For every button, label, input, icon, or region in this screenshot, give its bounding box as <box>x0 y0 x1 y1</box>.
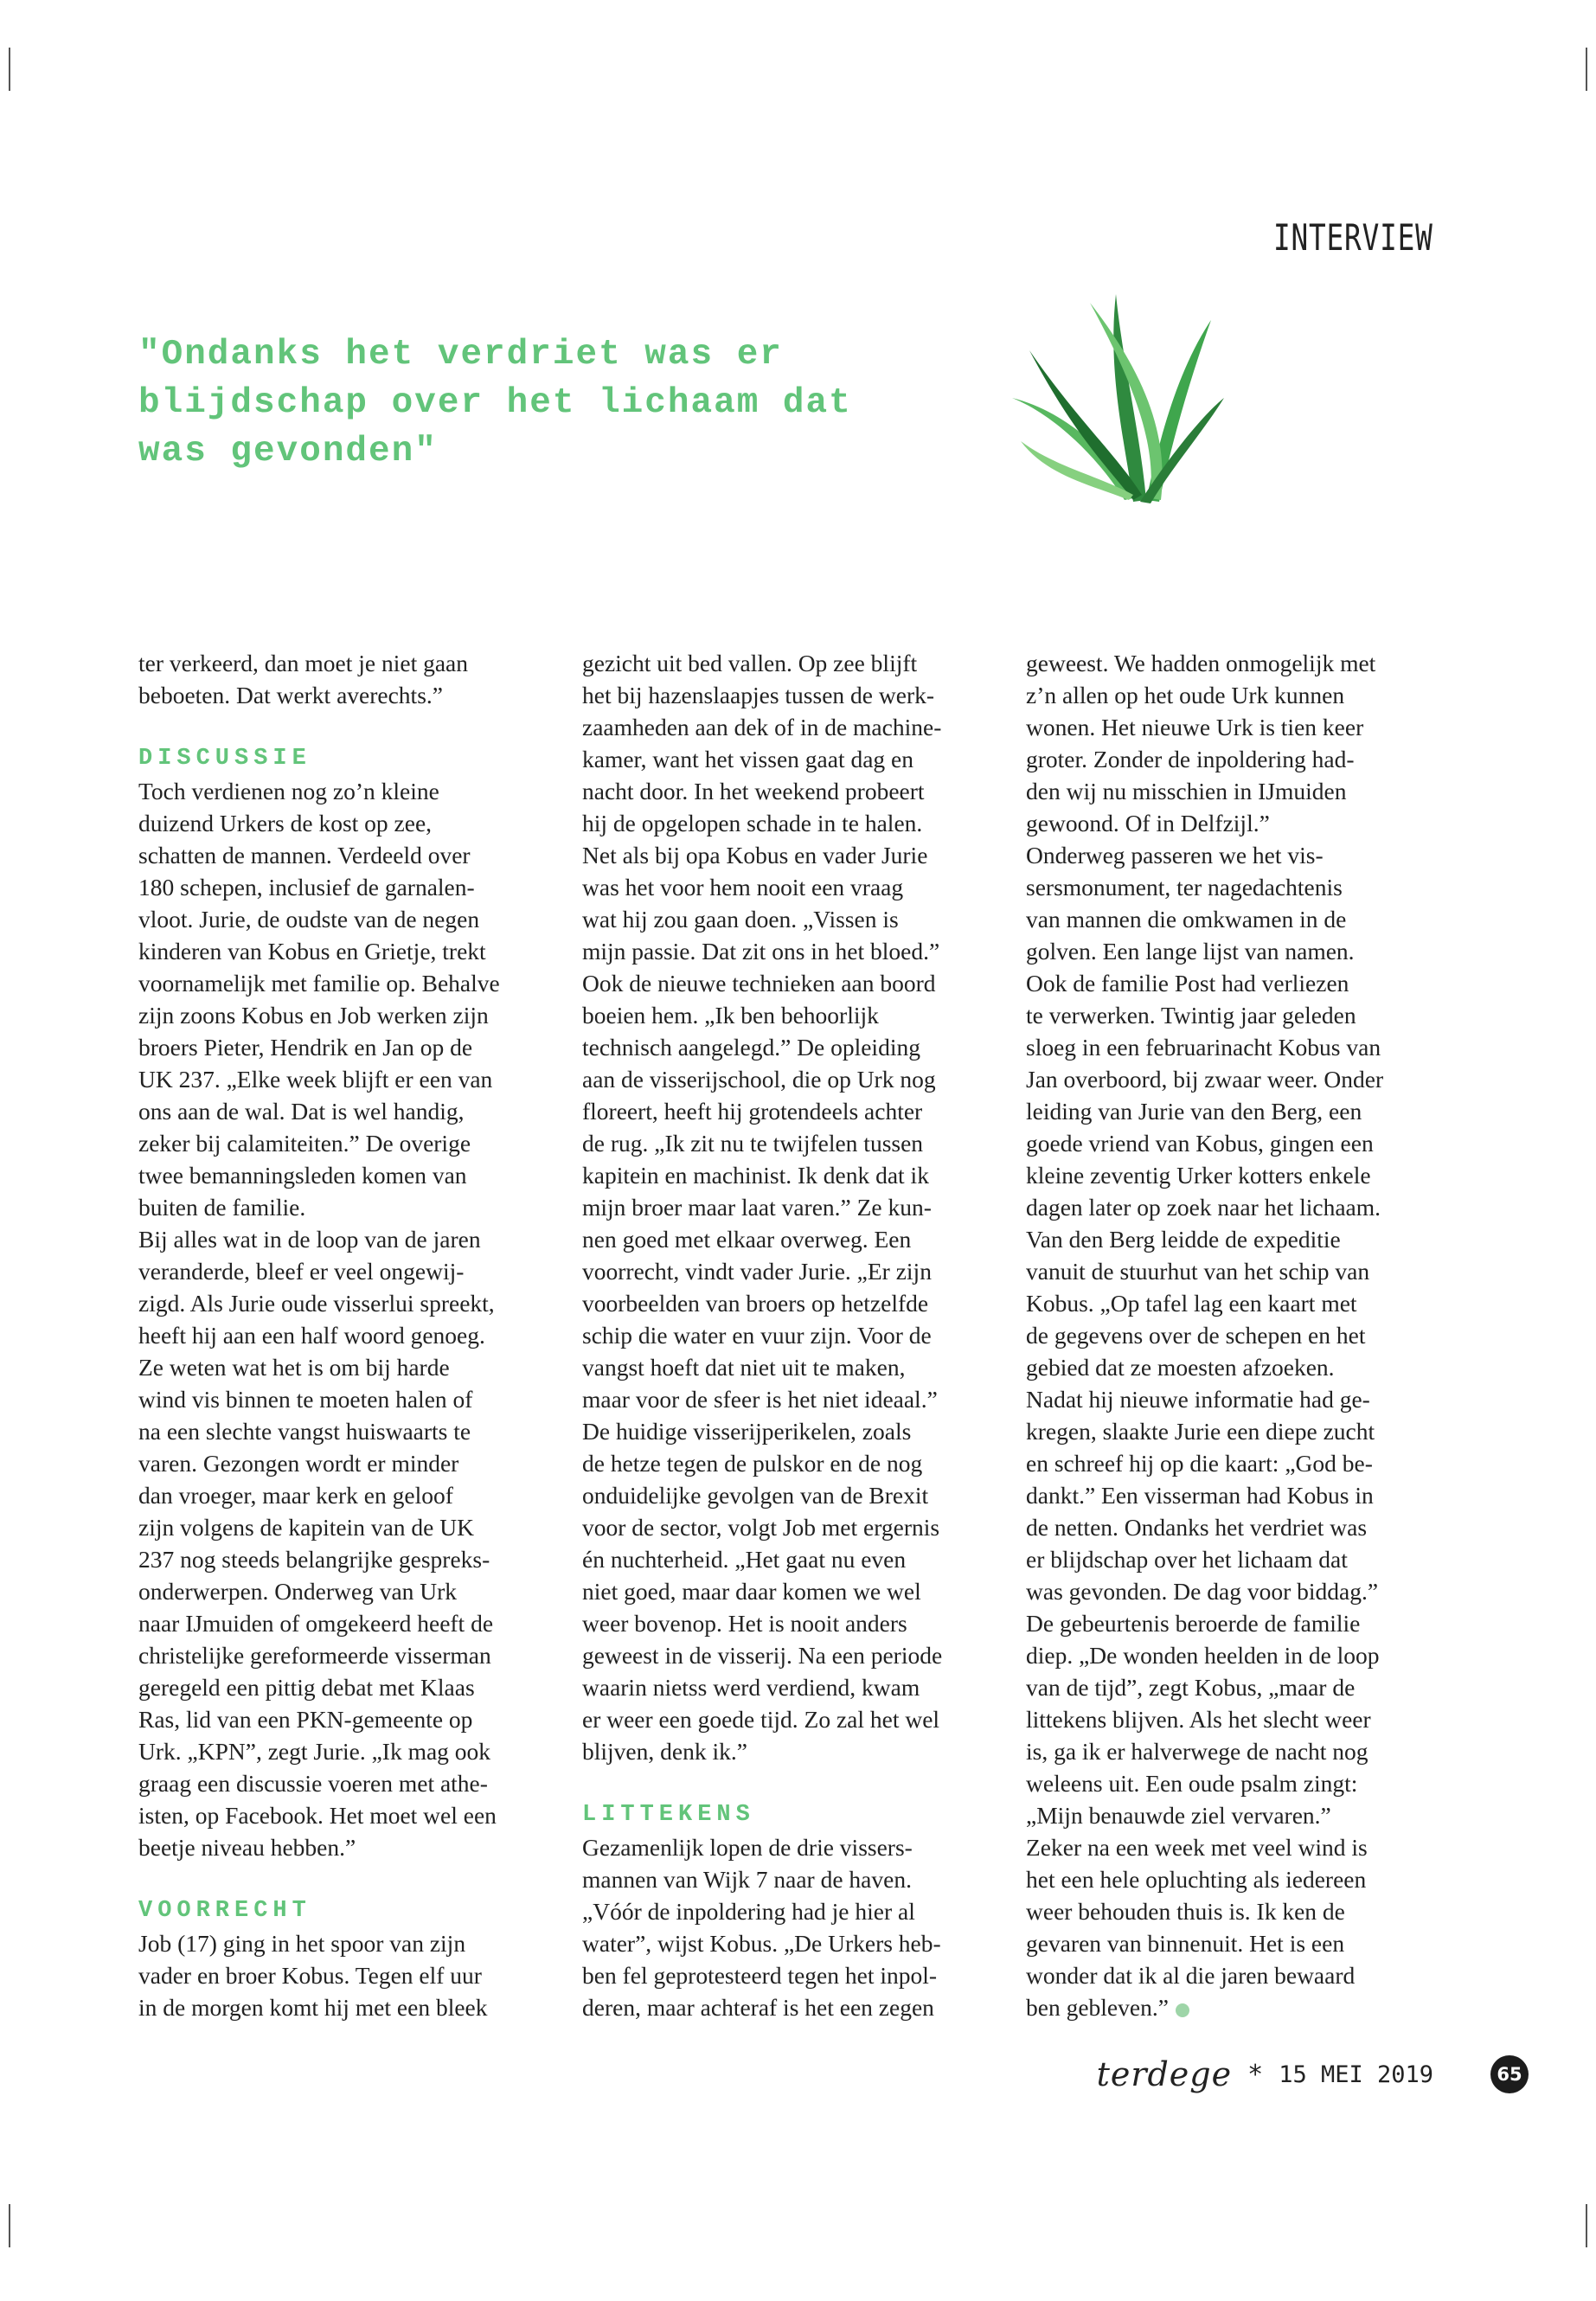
text-line: kamer, want het vissen gaat dag en <box>582 746 913 772</box>
page-footer <box>1097 2055 1433 2093</box>
text-line: De huidige visserijperikelen, zoals <box>582 1418 912 1445</box>
crop-mark-top-left <box>9 48 10 91</box>
text-line: duizend Urkers de kost op zee, <box>138 810 433 836</box>
text-line: kapitein en machinist. Ik denk dat ik <box>582 1162 929 1189</box>
text-line: goede vriend van Kobus, gingen een <box>1026 1130 1374 1157</box>
text-line: na een slechte vangst huiswaarts te <box>138 1418 471 1445</box>
text-line: geweest in de visserij. Na een periode <box>582 1642 943 1669</box>
text-line: wonder dat ik al die jaren bewaard <box>1026 1962 1356 1989</box>
text-line: gevaren van binnenuit. Het is een <box>1026 1930 1345 1957</box>
text-line: mijn broer maar laat varen.” Ze kun- <box>582 1194 932 1221</box>
text-line: mannen van Wijk 7 naar de haven. <box>582 1866 912 1893</box>
text-line: graag een discussie voeren met athe- <box>138 1770 488 1797</box>
text-line: zijn volgens de kapitein van de UK <box>138 1514 474 1541</box>
subhead-voorrecht: VOORRECHT <box>138 1898 311 1924</box>
text-line: mijn passie. Dat zit ons in het bloed.” <box>582 938 940 965</box>
text-line: Kobus. „Op tafel lag een kaart met <box>1026 1290 1357 1317</box>
text-line: wat hij zou gaan doen. „Vissen is <box>582 906 899 933</box>
text-line: christelijke gereformeerde visserman <box>138 1642 491 1669</box>
text-line: er weer een goede tijd. Zo zal het wel <box>582 1706 940 1733</box>
text-line: golven. Een lange lijst van namen. <box>1026 938 1355 965</box>
article-column-3 <box>1026 647 1458 2023</box>
text-line: Gezamenlijk lopen de drie vissers- <box>582 1834 913 1861</box>
text-line: het bij hazenslaapjes tussen de werk- <box>582 682 935 708</box>
text-line: van mannen die omkwamen in de <box>1026 906 1347 933</box>
text-line: varen. Gezongen wordt er minder <box>138 1450 459 1477</box>
text-line: voornamelijk met familie op. Behalve <box>138 970 500 997</box>
text-line: geregeld een pittig debat met Klaas <box>138 1674 475 1701</box>
text-line: Jan overboord, bij zwaar weer. Onder <box>1026 1066 1384 1093</box>
text-line: onderwerpen. Onderweg van Urk <box>138 1578 458 1605</box>
text-line: dankt.” Een visserman had Kobus in <box>1026 1482 1374 1509</box>
text-line: maar voor de sfeer is het niet ideaal.” <box>582 1386 938 1413</box>
text-line: gezicht uit bed vallen. Op zee blijft <box>582 650 918 676</box>
text-line: Nadat hij nieuwe informatie had ge- <box>1026 1386 1370 1413</box>
text-line: vader en broer Kobus. Tegen elf uur <box>138 1962 482 1989</box>
text-line: nacht door. In het weekend probeert <box>582 778 925 804</box>
text-line: aan de visserijschool, die op Urk nog <box>582 1066 936 1093</box>
text-line: leiding van Jurie van den Berg, een <box>1026 1098 1362 1125</box>
text-line: en schreef hij op die kaart: „God be- <box>1026 1450 1373 1477</box>
pull-quote-line: "Ondanks het verdriet was er <box>138 335 783 375</box>
text-line: heeft hij aan een half woord genoeg. <box>138 1322 485 1349</box>
article-column-2 <box>582 647 1015 2023</box>
text-line: schatten de mannen. Verdeeld over <box>138 842 471 868</box>
text-line: Bij alles wat in de loop van de jaren <box>138 1226 481 1253</box>
text-line: schip die water en vuur zijn. Voor de <box>582 1322 932 1349</box>
issue-date: 15 MEI 2019 <box>1279 2061 1433 2088</box>
text-line: vanuit de stuurhut van het schip van <box>1026 1258 1370 1285</box>
text-line: broers Pieter, Hendrik en Jan op de <box>138 1034 473 1061</box>
text-line: te verwerken. Twintig jaar geleden <box>1026 1002 1356 1029</box>
text-line: twee bemanningsleden komen van <box>138 1162 467 1189</box>
text-line: voorrecht, vindt vader Jurie. „Er zijn <box>582 1258 932 1285</box>
text-line: technisch aangelegd.” De opleiding <box>582 1034 920 1061</box>
crop-mark-top-right <box>1586 48 1587 91</box>
crop-mark-bottom-left <box>9 2204 10 2247</box>
text-line: veranderde, bleef er veel ongewij- <box>138 1258 465 1285</box>
text-line: floreert, heeft hij grotendeels achter <box>582 1098 923 1125</box>
text-line: het een hele opluchting als iedereen <box>1026 1866 1367 1893</box>
text-line: z’n allen op het oude Urk kunnen <box>1026 682 1345 708</box>
text-line: er blijdschap over het lichaam dat <box>1026 1546 1348 1573</box>
text-line: van de tijd”, zegt Kobus, „maar de <box>1026 1674 1356 1701</box>
text-line: wonen. Het nieuwe Urk is tien keer <box>1026 714 1364 740</box>
text-line: zijn zoons Kobus en Job werken zijn <box>138 1002 489 1029</box>
text-line: ter verkeerd, dan moet je niet gaan <box>138 650 468 676</box>
pull-quote-line: blijdschap over het lichaam dat <box>138 383 852 423</box>
text-line: 237 nog steeds belangrijke gespreks- <box>138 1546 490 1573</box>
text-line: in de morgen komt hij met een bleek <box>138 1994 488 2021</box>
text-line: kregen, slaakte Jurie een diepe zucht <box>1026 1418 1375 1445</box>
text-line: ben fel geprotesteerd tegen het inpol- <box>582 1962 938 1989</box>
text-line: Ook de nieuwe technieken aan boord <box>582 970 936 997</box>
text-line: sersmonument, ter nagedachtenis <box>1026 874 1343 901</box>
magazine-brand: terdege <box>1096 2055 1233 2093</box>
text-line: Van den Berg leidde de expeditie <box>1026 1226 1341 1253</box>
text-line: weer behouden thuis is. Ik ken de <box>1026 1898 1345 1925</box>
text-line: deren, maar achteraf is het een zegen <box>582 1994 934 2021</box>
text-line: littekens blijven. Als het slecht weer <box>1026 1706 1371 1733</box>
text-line: de hetze tegen de pulskor en de nog <box>582 1450 923 1477</box>
text-line: waarin nietss werd verdiend, kwam <box>582 1674 920 1701</box>
text-line: de rug. „Ik zit nu te twijfelen tussen <box>582 1130 924 1157</box>
crop-mark-bottom-right <box>1586 2204 1587 2247</box>
text-line: was gevonden. De dag voor biddag.” <box>1026 1578 1379 1605</box>
seaweed-illustration <box>1003 268 1228 510</box>
text-line: naar IJmuiden of omgekeerd heeft de <box>138 1610 494 1637</box>
text-line: dan vroeger, maar kerk en geloof <box>138 1482 453 1509</box>
text-line: én nuchterheid. „Het gaat nu even <box>582 1546 907 1573</box>
text-line: water”, wijst Kobus. „De Urkers heb- <box>582 1930 941 1957</box>
article-column-1 <box>138 647 571 2023</box>
text-line: wind vis binnen te moeten halen of <box>138 1386 473 1413</box>
text-line: isten, op Facebook. Het moet wel een <box>138 1802 497 1829</box>
text-line: den wij nu misschien in IJmuiden <box>1026 778 1347 804</box>
text-line: Net als bij opa Kobus en vader Jurie <box>582 842 928 868</box>
text-line: nen goed met elkaar overweg. Een <box>582 1226 912 1253</box>
text-line: vloot. Jurie, de oudste van de negen <box>138 906 480 933</box>
text-line: UK 237. „Elke week blijft er een van <box>138 1066 493 1093</box>
text-line: voorbeelden van broers op hetzelfde <box>582 1290 929 1317</box>
text-line: Job (17) ging in het spoor van zijn <box>138 1930 466 1957</box>
pull-quote <box>138 330 917 476</box>
text-line: was het voor hem nooit een vraag <box>582 874 904 901</box>
text-line: beboeten. Dat werkt averechts.” <box>138 682 443 708</box>
text-line: zeker bij calamiteiten.” De overige <box>138 1130 471 1157</box>
text-line: Onderweg passeren we het vis- <box>1026 842 1324 868</box>
text-line: „Mijn benauwde ziel vervaren.” <box>1026 1802 1331 1829</box>
text-line: onduidelijke gevolgen van de Brexit <box>582 1482 929 1509</box>
subhead-discussie: DISCUSSIE <box>138 746 311 772</box>
text-line: kleine zeventig Urker kotters enkele <box>1026 1162 1371 1189</box>
text-line: ons aan de wal. Dat is wel handig, <box>138 1098 465 1125</box>
end-mark-icon <box>1176 2003 1189 2017</box>
text-line: de netten. Ondanks het verdriet was <box>1026 1514 1368 1541</box>
text-line: is, ga ik er halverwege de nacht nog <box>1026 1738 1368 1765</box>
text-line: Zeker na een week met veel wind is <box>1026 1834 1368 1861</box>
text-line: de gegevens over de schepen en het <box>1026 1322 1366 1349</box>
text-line: diep. „De wonden heelden in de loop <box>1026 1642 1380 1669</box>
text-line: sloeg in een februarinacht Kobus van <box>1026 1034 1381 1061</box>
text-line: voor de sector, volgt Job met ergernis <box>582 1514 940 1541</box>
text-line: Ze weten wat het is om bij harde <box>138 1354 450 1381</box>
text-line: boeien hem. „Ik ben behoorlijk <box>582 1002 879 1029</box>
separator-star-icon: * <box>1247 2059 1264 2090</box>
text-line: hij de opgelopen schade in te halen. <box>582 810 923 836</box>
text-line: niet goed, maar daar komen we wel <box>582 1578 921 1605</box>
text-line: dagen later op zoek naar het lichaam. <box>1026 1194 1381 1221</box>
text-line: Ras, lid van een PKN-gemeente op <box>138 1706 473 1733</box>
text-line: „Vóór de inpoldering had je hier al <box>582 1898 915 1925</box>
text-line-last <box>1026 1991 1458 2023</box>
text-line: blijven, denk ik.” <box>582 1738 747 1765</box>
text-line: 180 schepen, inclusief de garnalen- <box>138 874 475 901</box>
text-line: weer bovenop. Het is nooit anders <box>582 1610 907 1637</box>
text-line: De gebeurtenis beroerde de familie <box>1026 1610 1361 1637</box>
text-line: Urk. „KPN”, zegt Jurie. „Ik mag ook <box>138 1738 491 1765</box>
text-line: kinderen van Kobus en Grietje, trekt <box>138 938 486 965</box>
text-line: beetje niveau hebben.” <box>138 1834 356 1861</box>
text-line: gewoond. Of in Delfzijl.” <box>1026 810 1270 836</box>
text-line: ben gebleven.” <box>1026 1994 1169 2021</box>
text-line: buiten de familie. <box>138 1194 306 1221</box>
text-line: groter. Zonder de inpoldering had- <box>1026 746 1355 772</box>
text-line: weleens uit. Een oude psalm zingt: <box>1026 1770 1358 1797</box>
text-line: vangst hoeft dat niet uit te maken, <box>582 1354 906 1381</box>
pull-quote-line: was gevonden" <box>138 432 438 471</box>
text-line: zigd. Als Jurie oude visserlui spreekt, <box>138 1290 495 1317</box>
text-line: geweest. We hadden onmogelijk met <box>1026 650 1376 676</box>
text-line: zaamheden aan dek of in de machine- <box>582 714 942 740</box>
section-label: INTERVIEW <box>1273 216 1433 259</box>
text-line: Ook de familie Post had verliezen <box>1026 970 1349 997</box>
subhead-littekens: LITTEKENS <box>582 1802 755 1828</box>
text-line: Toch verdienen nog zo’n kleine <box>138 778 439 804</box>
text-line: gebied dat ze moesten afzoeken. <box>1026 1354 1335 1381</box>
page-number: 65 <box>1490 2055 1529 2093</box>
